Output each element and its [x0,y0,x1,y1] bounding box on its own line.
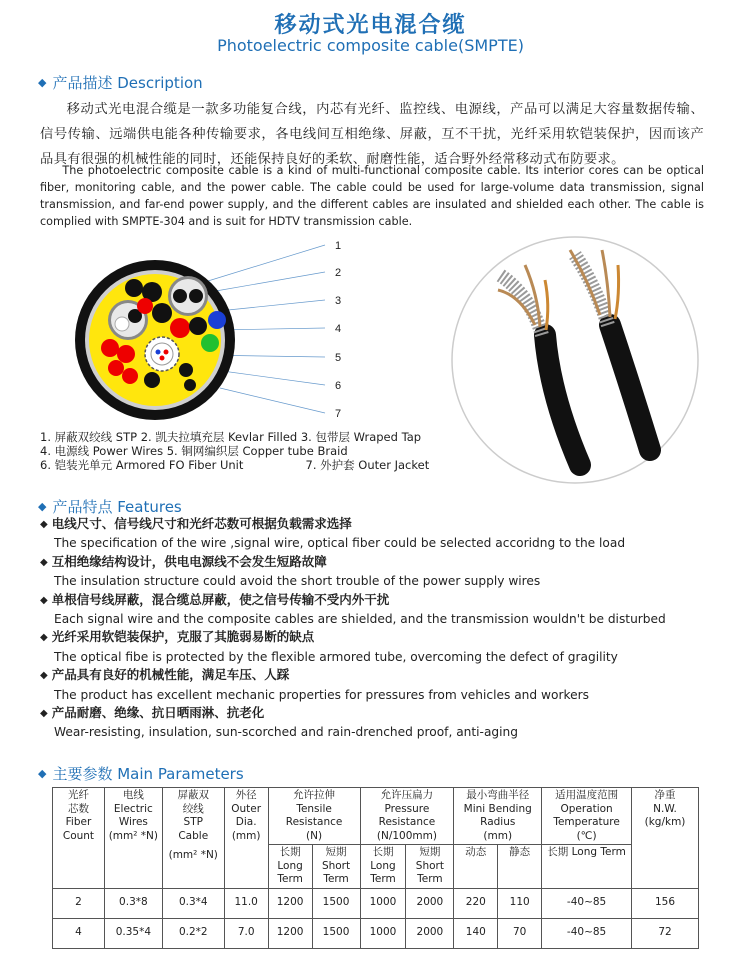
legend-line: 4. 电源线 Power Wires 5. 铜网编织层 Copper tube Braid [40,444,348,458]
header-outer: 外径 Outer Dia. (mm) [224,788,268,889]
feature-item [40,515,730,553]
diamond-bullet-icon: ◆ [38,500,47,513]
subheader-pressure-short: 短期 Short Term [406,845,454,889]
feature-cn: ◆ 产品耐磨、绝缘、抗日晒雨淋、抗老化 [40,705,265,721]
feature-en: Wear-resisting, insulation, sun-scorched and rain-drenched proof, anti-aging [54,725,519,740]
description-heading-text: 产品描述 Description [52,74,203,92]
diagram-legend [40,430,429,472]
table-row: 4 0.35*4 0.2*2 7.0 1200 1500 1000 2000 140 70 -40~85 72 [53,918,699,948]
feature-en: The optical fibe is protected by the flexible armored tube, overcoming the defect of gragility [54,649,618,664]
diamond-bullet-icon: ◆ [38,767,47,780]
description-cn: 移动式光电混合缆是一款多功能复合线，内芯有光纤、监控线、电源线，产品可以满足大容量数据传输、信号传输、远端供电能各种传输要求，各电线间互相绝缘、屏蔽，互不干扰，光纤采用软铠装保护，因而该产品具有很强的机械性能的同时，还能保持良好的柔软、耐磨性能，适合野外经常移动式布防要求。 [40,102,704,167]
armored-fiber-unit [145,337,179,371]
feature-en: The specification of the wire ,signal wire, optical fiber could be selected accoridng to the load [54,536,626,551]
subheader-dynamic: 动态 [454,845,498,889]
features-heading-text: 产品特点 Features [52,498,182,516]
subheader-tensile-short: 短期 Short Term [312,845,360,889]
description-heading [38,72,203,93]
diamond-bullet-icon: ◆ [40,519,48,530]
feature-item [40,704,730,742]
header-tensile: 允许拉伸 Tensile Resistance (N) [268,788,360,845]
diamond-bullet-icon: ◆ [40,594,48,606]
page-title: 移动式光电混合缆 [274,13,467,38]
legend-line: 1. 屏蔽双绞线 STP 2. 凯夫拉填充层 Kevlar Filled 3. 包带层 Wraped Tap [40,430,422,444]
diamond-bullet-icon: ◆ [40,556,48,568]
parameters-heading-text: 主要参数 Main Parameters [52,765,244,783]
feature-item [40,553,730,591]
callout-5: 5 [335,352,342,364]
feature-cn: ◆ 产品具有良好的机械性能，满足车压、人踩 [40,667,290,683]
subheader-static: 静态 [498,845,542,889]
feature-cn: ◆ 光纤采用软铠装保护，克服了其脆弱易断的缺点 [40,629,315,645]
parameters-heading [38,763,244,784]
header-temperature: 适用温度范围 Operation Temperature (℃) [542,788,632,845]
subheader-pressure-long: 长期 Long Term [360,845,406,889]
diamond-bullet-icon: ◆ [40,670,48,682]
header-bending: 最小弯曲半径 Mini Bending Radius (mm) [454,788,542,845]
table-header-row [53,788,699,845]
feature-en: Each signal wire and the composite cables are shielded, and the transmission wouldn't be disturbed [54,612,666,627]
feature-en: The insulation structure could avoid the short trouble of the power supply wires [54,574,541,589]
cable-product-photo [450,235,700,485]
parameters-table [52,787,699,949]
description-en: The photoelectric composite cable is a kind of multi-functional composite cable. Its interior cores can be optical fiber, monitoring cable, and the power cable. The cable could be used for large-volume data transmission, signal transmission, and far-end power supply, and the different cables are insulated and shielded each other. The cable is complied with SMPTE-304 and is suit for HDTV transmission cable. [40,164,704,228]
callout-4: 4 [335,323,342,335]
header-stp: 屏蔽双 绞线 STP Cable (mm² *N) [162,788,224,889]
header-fiber: 光纤 芯数 Fiber Count [53,788,105,889]
header-electric: 电线 Electric Wires (mm² *N) [104,788,162,889]
page-subtitle: Photoelectric composite cable(SMPTE) [217,36,524,55]
diamond-bullet-icon: ◆ [38,76,47,89]
cable-cross-section-diagram [40,230,370,430]
header-pressure: 允许压扁力 Pressure Resistance (N/100mm) [360,788,454,845]
feature-item [40,628,730,666]
subheader-tensile-long: 长期 Long Term [268,845,312,889]
feature-cn: ◆ 电线尺寸、信号线尺寸和光纤芯数可根据负载需求选择 [40,516,352,531]
callout-3: 3 [335,295,342,307]
header-weight: 净重 N.W. (kg/km) [632,788,699,889]
diamond-bullet-icon: ◆ [40,708,48,720]
feature-en: The product has excellent mechanic properties for pressures from vehicles and workers [54,687,589,702]
subheader-temp-long: 长期 Long Term [542,845,632,889]
callout-6: 6 [335,380,342,392]
stp-pair-top [168,276,208,316]
features-list [40,515,730,742]
feature-item [40,666,730,704]
features-heading [38,496,182,517]
feature-cn: ◆ 单根信号线屏蔽，混合缆总屏蔽，使之信号传输不受内外干扰 [40,591,390,607]
callout-1: 1 [335,240,342,252]
feature-cn: ◆ 互相绝缘结构设计，供电电源线不会发生短路故障 [40,553,327,569]
table-row: 2 0.3*8 0.3*4 11.0 1200 1500 1000 2000 220 110 -40~85 156 [53,888,699,918]
legend-line: 6. 铠装光单元 Armored FO Fiber Unit 7. 外护套 Outer Jacket [40,458,430,472]
diamond-bullet-icon: ◆ [40,632,48,644]
callout-7: 7 [335,408,342,420]
feature-item [40,591,730,629]
callout-2: 2 [335,267,342,279]
